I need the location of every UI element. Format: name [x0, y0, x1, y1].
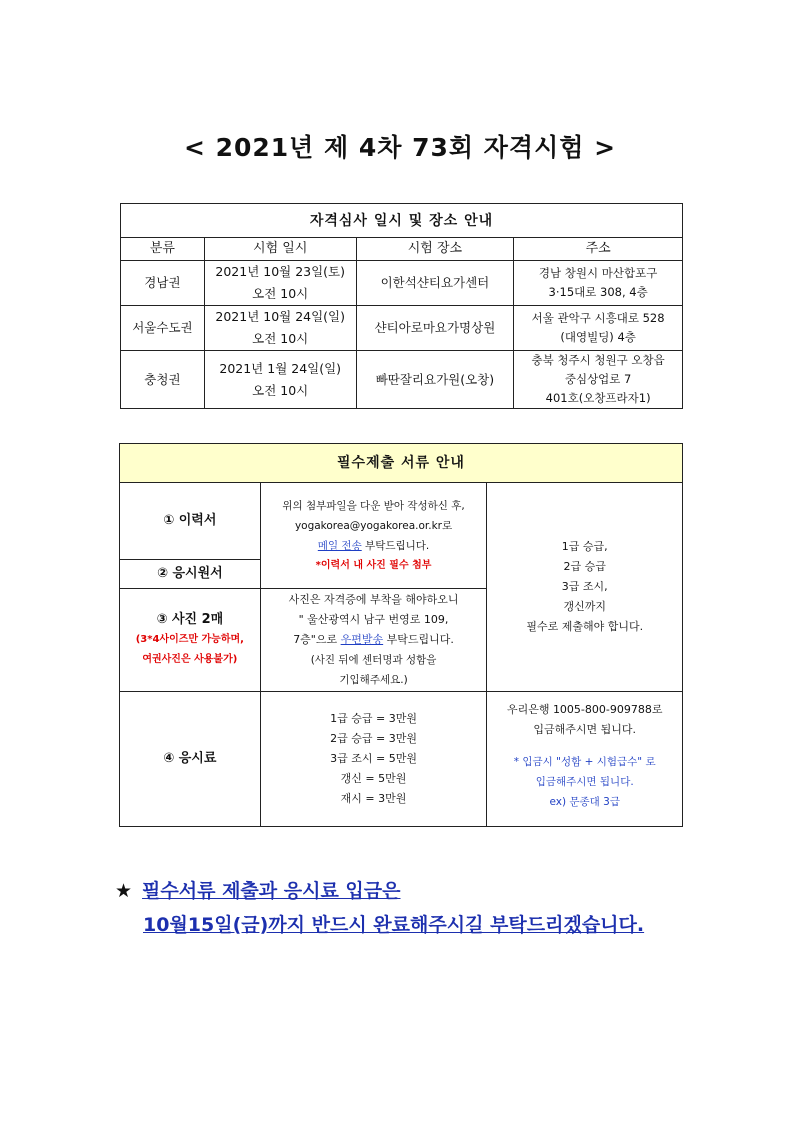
col-region: 분류	[121, 238, 205, 261]
venue: 빠딴잘리요가원(오창)	[356, 351, 514, 409]
item-application: ② 응시원서	[120, 560, 261, 589]
item-photo: ③ 사진 2매 (3*4사이즈만 가능하며, 여권사진은 사용불가)	[120, 589, 261, 692]
col-address: 주소	[514, 238, 683, 261]
exam-datetime: 2021년 10월 24일(일) 오전 10시	[204, 306, 356, 351]
item-fee: ④ 응시료	[120, 692, 261, 827]
documents-heading: 필수제출 서류 안내	[120, 444, 683, 483]
region: 경남권	[121, 261, 205, 306]
address: 경남 창원시 마산합포구 3·15대로 308, 4층	[514, 261, 683, 306]
table-row	[121, 261, 683, 306]
table-row	[121, 306, 683, 351]
photo-instructions: 사진은 자격증에 부착을 해야하오니 " 울산광역시 남구 번영로 109, 7층"으로 우편발송 부탁드립니다. (사진 뒤에 센터명과 성함을 기입해주세요.)	[260, 589, 487, 692]
item-resume: ① 이력서	[120, 483, 261, 560]
venue: 이한석샨티요가센터	[356, 261, 514, 306]
exam-datetime: 2021년 1월 24일(일) 오전 10시	[204, 351, 356, 409]
required-documents-table	[119, 443, 683, 827]
col-date: 시험 일시	[204, 238, 356, 261]
region: 서울수도권	[121, 306, 205, 351]
exam-schedule-table	[120, 203, 683, 409]
venue: 샨티아로마요가명상원	[356, 306, 514, 351]
deadline-notice: ★ 필수서류 제출과 응시료 입금은 10월15일(금)까지 반드시 완료해주시길 부탁드리겠습니다.	[115, 880, 645, 936]
photo-warning: *이력서 내 사진 필수 첨부	[315, 559, 432, 571]
level-requirements: 1급 승급, 2급 승급 3급 조시, 갱신까지 필수로 제출해야 합니다.	[487, 483, 683, 692]
bank-info: 우리은행 1005-800-909788로 입금해주시면 됩니다. * 입금시 "성함 + 시험급수" 로 입금해주시면 됩니다. ex) 문종대 3급	[487, 692, 683, 827]
schedule-heading: 자격심사 일시 및 장소 안내	[121, 204, 683, 238]
star-icon: ★	[115, 880, 133, 902]
email-instructions: 위의 첨부파일을 다운 받아 작성하신 후, yogakorea@yogakorea.or.kr로 메일 전송 부탁드립니다. *이력서 내 사진 필수 첨부	[260, 483, 487, 589]
address: 충북 청주시 청원구 오창읍 중심상업로 7 401호(오창프라자1)	[514, 351, 683, 409]
col-venue: 시험 장소	[356, 238, 514, 261]
mail-link[interactable]: 우편발송	[340, 633, 384, 646]
table-row	[121, 351, 683, 409]
page-title: < 2021년 제 4차 73회 자격시험 >	[183, 133, 617, 162]
region: 충청권	[121, 351, 205, 409]
address: 서울 관악구 시흥대로 528 (대영빌딩) 4층	[514, 306, 683, 351]
email-link[interactable]: 메일 전송	[317, 539, 362, 552]
exam-datetime: 2021년 10월 23일(토) 오전 10시	[204, 261, 356, 306]
fee-list: 1급 승급 = 3만원 2급 승급 = 3만원 3급 조시 = 5만원 갱신 = 5만원 재시 = 3만원	[260, 692, 487, 827]
